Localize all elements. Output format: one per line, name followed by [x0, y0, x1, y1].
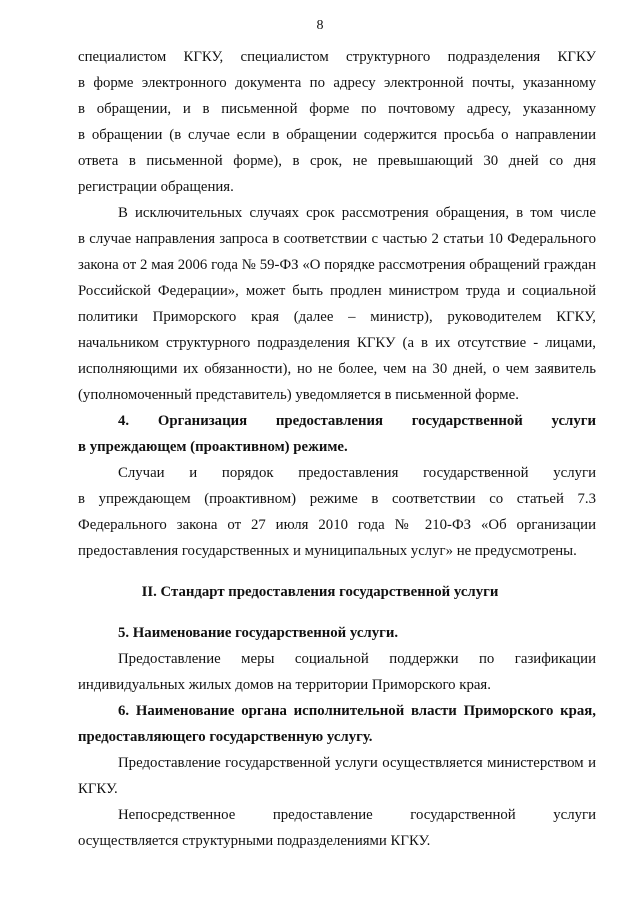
text-line: ответа в письменной форме), в срок, не превышающий 30 дней со дня [78, 153, 596, 169]
section-heading: 5. Наименование государственной услуги. [118, 625, 399, 641]
text-line: в случае направления запроса в соответствии с частью 2 статьи 10 Федерального [78, 231, 596, 247]
page-number: 8 [316, 18, 324, 33]
chapter-heading: II. Стандарт предоставления государственной услуги [141, 584, 499, 600]
text-line: закона от 2 мая 2006 года № 59-ФЗ «О порядке рассмотрения обращений граждан [78, 257, 596, 273]
section-heading: 6. Наименование органа исполнительной власти Приморского края, [118, 703, 596, 719]
text-line: в обращении (в случае если в обращении содержится просьба о направлении [78, 127, 596, 143]
text-line: осуществляется структурными подразделениями КГКУ. [78, 833, 431, 849]
text-line: Случаи и порядок предоставления государственной услуги [118, 465, 596, 481]
text-line: специалистом КГКУ, специалистом структурного подразделения КГКУ [78, 49, 596, 65]
text-line: В исключительных случаях срок рассмотрения обращения, в том числе [118, 205, 596, 221]
text-line: индивидуальных жилых домов на территории Приморского края. [78, 677, 491, 693]
text-line: в форме электронного документа по адресу электронной почты, указанному [78, 75, 596, 91]
text-line: предоставления государственных и муниципальных услуг» не предусмотрены. [78, 543, 577, 559]
text-line: регистрации обращения. [78, 179, 234, 195]
text-line: Российской Федерации», может быть продлен министром труда и социальной [78, 283, 596, 299]
text-line: Предоставление государственной услуги осуществляется министерством и [118, 755, 596, 771]
text-line: Предоставление меры социальной поддержки по газификации [118, 651, 596, 667]
text-line: в обращении, и в письменной форме по почтовому адресу, указанному [78, 101, 596, 117]
text-line: политики Приморского края (далее – министр), руководителем КГКУ, [78, 309, 596, 325]
text-line: исполняющими их обязанности), но не более, чем на 30 дней, о чем заявитель [78, 361, 596, 377]
text-line: КГКУ. [78, 781, 118, 797]
text-line: Федерального закона от 27 июля 2010 года № 210-ФЗ «Об организации [78, 517, 596, 533]
section-heading: 4. Организация предоставления государственной услуги [118, 413, 596, 429]
text-line: Непосредственное предоставление государственной услуги [118, 807, 596, 823]
text-line: (уполномоченный представитель) уведомляется в письменной форме. [78, 387, 519, 403]
text-line: в упреждающем (проактивном) режиме в соответствии со статьей 7.3 [78, 491, 596, 507]
section-heading: в упреждающем (проактивном) режиме. [78, 439, 348, 455]
text-line: начальником структурного подразделения КГКУ (а в их отсутствие - лицами, [78, 335, 596, 351]
section-heading: предоставляющего государственную услугу. [78, 729, 373, 745]
